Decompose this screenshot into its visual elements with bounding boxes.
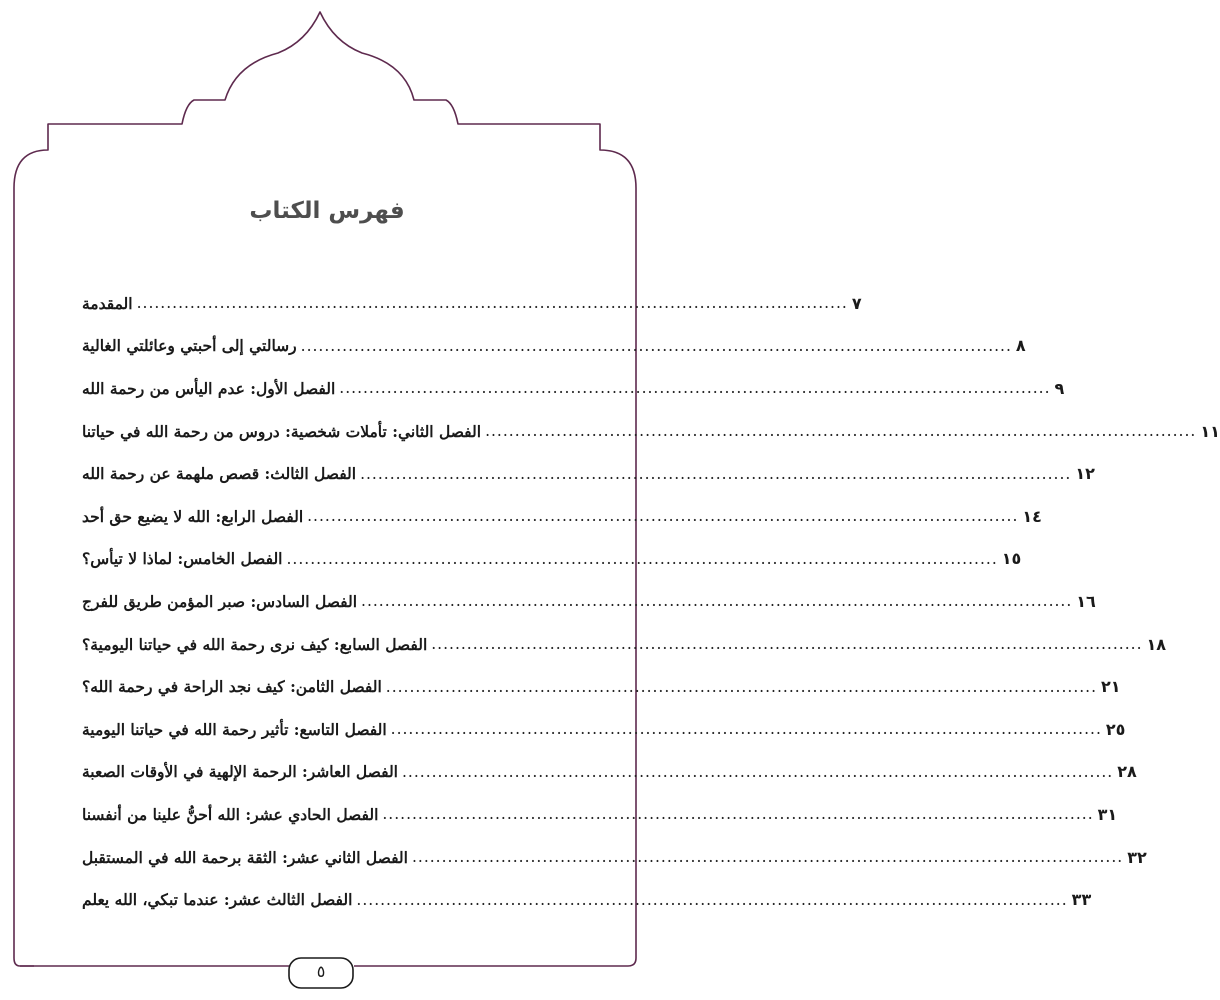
toc-entry-page: ١٥ (1001, 549, 1022, 569)
toc-leader-dots (360, 465, 1071, 483)
toc-entry-label: الفصل الثاني عشر: الثقة برحمة الله في المستقبل (82, 847, 408, 867)
page-number: ٥ (316, 962, 326, 981)
toc-entry-page: ٢٨ (1117, 762, 1137, 782)
toc-entry (82, 282, 862, 325)
toc-leader-dots (339, 379, 1050, 397)
toc-entry (82, 708, 1126, 751)
toc-entry (82, 367, 1065, 410)
toc-entry (82, 410, 1220, 453)
toc-leader-dots (402, 763, 1113, 781)
toc-leader-dots (137, 294, 848, 312)
toc-leader-dots (361, 592, 1072, 610)
toc-entry-page: ٢١ (1101, 677, 1121, 697)
toc-entry (82, 623, 1167, 666)
toc-entry (82, 751, 1137, 794)
toc-leader-dots (382, 805, 1093, 823)
toc-entry-page: ٢٥ (1105, 719, 1126, 739)
toc-entry-label: الفصل الخامس: لماذا لا تيأس؟ (82, 549, 283, 569)
toc-entry-page: ١٨ (1146, 634, 1167, 654)
toc-entry-label: الفصل العاشر: الرحمة الإلهية في الأوقات الصعبة (82, 762, 398, 782)
toc-entry-page: ١١ (1200, 421, 1220, 441)
table-of-contents (82, 282, 1220, 921)
toc-entry (82, 665, 1121, 708)
toc-entry-page: ٨ (1015, 336, 1026, 356)
toc-entry (82, 325, 1026, 368)
toc-entry-page: ٩ (1054, 378, 1065, 398)
toc-entry (82, 793, 1118, 836)
toc-entry-label: الفصل السادس: صبر المؤمن طريق للفرج (82, 591, 358, 611)
toc-leader-dots (431, 635, 1142, 653)
toc-entry (82, 452, 1095, 495)
toc-entry-page: ٧ (851, 293, 862, 313)
toc-entry-page: ٣٣ (1071, 890, 1092, 910)
page-title: فهرس الكتاب (249, 198, 405, 224)
toc-entry-label: الفصل الحادي عشر: الله أحنُّ علينا من أنفسنا (82, 804, 379, 824)
toc-entry-label: الفصل الثالث عشر: عندما تبكي، الله يعلم (82, 890, 353, 910)
toc-entry-label: الفصل الرابع: الله لا يضيع حق أحد (82, 506, 304, 526)
toc-entry-page: ٣٢ (1127, 847, 1147, 867)
toc-leader-dots (301, 337, 1012, 355)
toc-leader-dots (386, 678, 1097, 696)
toc-entry-page: ٣١ (1097, 804, 1118, 824)
toc-leader-dots (307, 507, 1018, 525)
toc-entry (82, 495, 1042, 538)
toc-leader-dots (287, 550, 998, 568)
toc-entry-page: ١٢ (1075, 464, 1095, 484)
toc-entry (82, 878, 1092, 921)
toc-entry-label: المقدمة (82, 293, 133, 313)
toc-leader-dots (412, 848, 1123, 866)
toc-entry-label: الفصل الثالث: قصص ملهمة عن رحمة الله (82, 464, 357, 484)
toc-entry-label: الفصل الثاني: تأملات شخصية: دروس من رحمة الله في حياتنا (82, 421, 482, 441)
toc-entry-label: رسالتي إلى أحبتي وعائلتي الغالية (82, 336, 297, 356)
toc-entry (82, 836, 1147, 879)
toc-entry-page: ١٤ (1022, 506, 1042, 526)
toc-entry (82, 580, 1096, 623)
toc-leader-dots (356, 891, 1067, 909)
toc-leader-dots (391, 720, 1102, 738)
toc-entry-label: الفصل التاسع: تأثير رحمة الله في حياتنا اليومية (82, 719, 387, 739)
toc-entry-label: الفصل الثامن: كيف نجد الراحة في رحمة الله؟ (82, 677, 382, 697)
toc-entry-page: ١٦ (1076, 591, 1096, 611)
toc-entry-label: الفصل الأول: عدم اليأس من رحمة الله (82, 378, 336, 398)
toc-entry (82, 538, 1022, 581)
toc-entry-label: الفصل السابع: كيف نرى رحمة الله في حياتنا اليومية؟ (82, 634, 428, 654)
toc-leader-dots (485, 422, 1196, 440)
